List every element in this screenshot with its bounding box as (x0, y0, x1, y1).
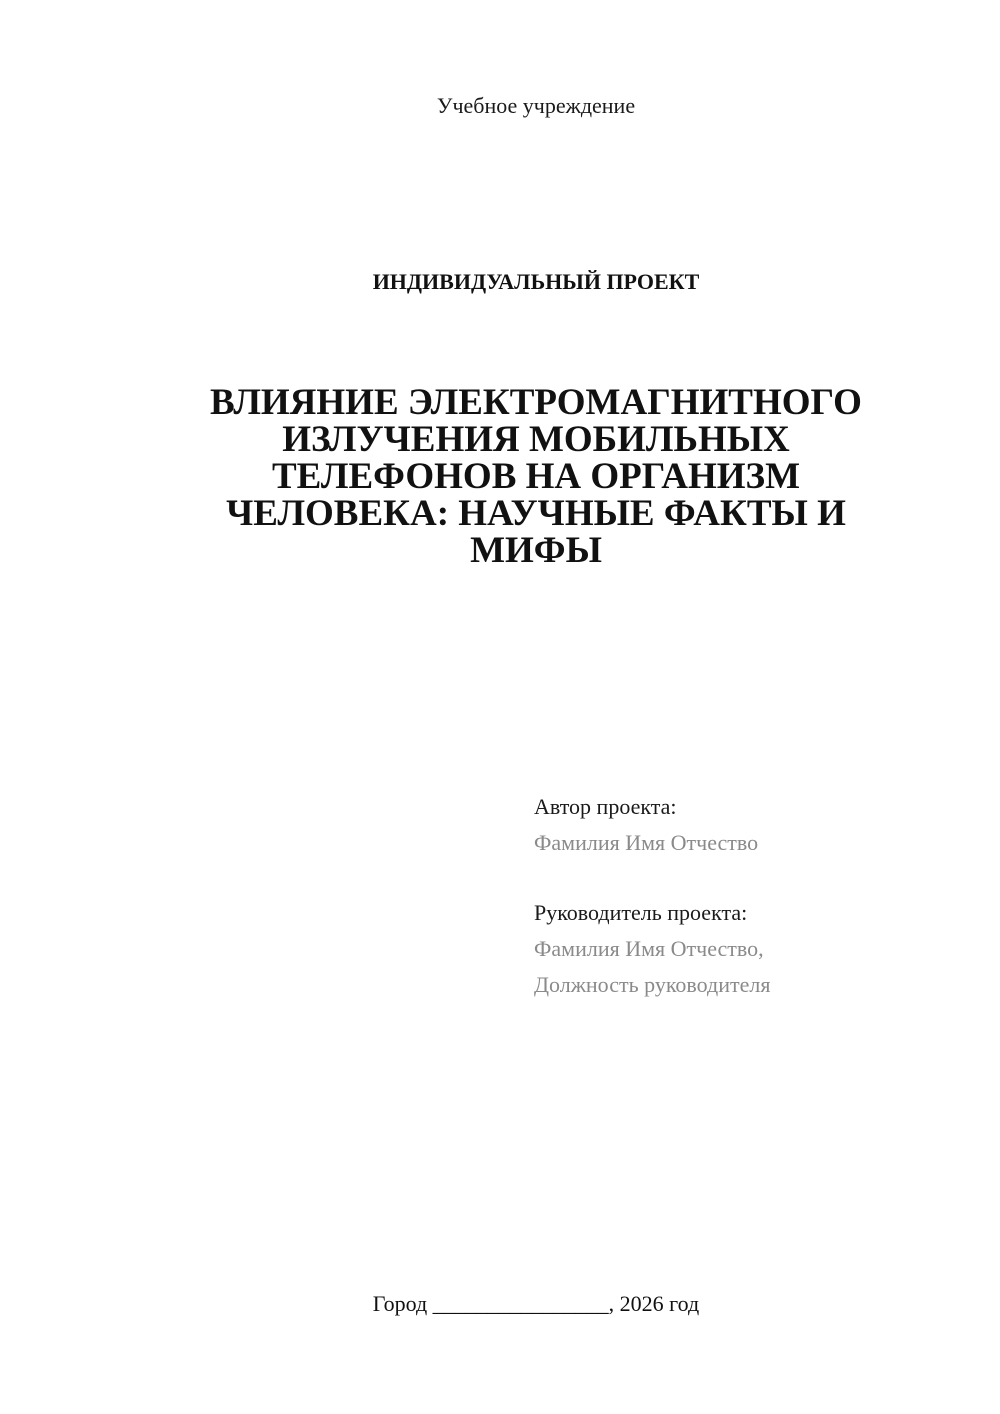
supervisor-name: Фамилия Имя Отчество, (534, 936, 764, 961)
supervisor-position: Должность руководителя (534, 972, 771, 997)
project-credits (534, 789, 974, 1003)
author-name: Фамилия Имя Отчество (534, 830, 759, 855)
institution-name: Учебное учреждение (436, 93, 636, 118)
project-title-line: МИФЫ (470, 530, 602, 571)
project-type-heading: ИНДИВИДУАЛЬНЫЙ ПРОЕКТ (372, 269, 700, 294)
city-year-line: Город ________________, 2026 год (372, 1291, 700, 1316)
author-label: Автор проекта: (534, 794, 677, 819)
project-title-line: ВЛИЯНИЕ ЭЛЕКТРОМАГНИТНОГО (210, 382, 862, 423)
project-title-line: ТЕЛЕФОНОВ НА ОРГАНИЗМ (272, 456, 800, 497)
credits-spacer (534, 861, 974, 895)
project-title-line: ИЗЛУЧЕНИЯ МОБИЛЬНЫХ (282, 419, 790, 460)
project-title (190, 384, 882, 569)
project-title-line: ЧЕЛОВЕКА: НАУЧНЫЕ ФАКТЫ И (226, 493, 846, 534)
supervisor-label: Руководитель проекта: (534, 900, 748, 925)
